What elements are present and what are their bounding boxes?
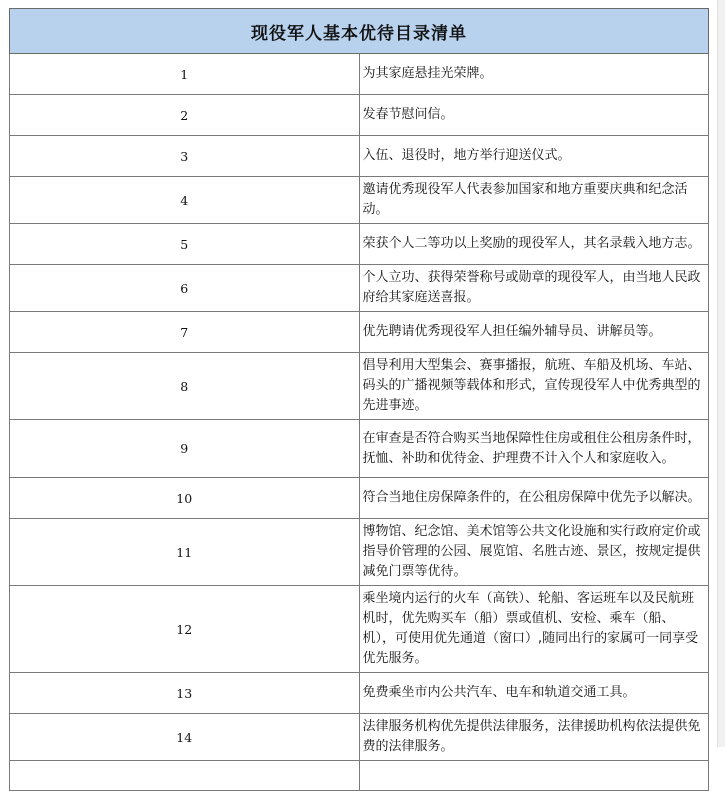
- table-row: [10, 478, 709, 519]
- row-number: 9: [10, 420, 360, 478]
- table-row: [10, 519, 709, 586]
- row-text: 符合当地住房保障条件的，在公租房保障中优先予以解决。: [359, 478, 709, 519]
- table-row: [10, 136, 709, 177]
- table-row: [10, 353, 709, 420]
- row-text: 博物馆、纪念馆、美术馆等公共文化设施和实行政府定价或指导价管理的公园、展览馆、名胜古迹、景区，按规定提供减免门票等优待。: [359, 519, 709, 586]
- table-header-row: [10, 9, 709, 54]
- row-text: 个人立功、获得荣誉称号或勋章的现役军人，由当地人民政府给其家庭送喜报。: [359, 265, 709, 312]
- benefits-table: [9, 8, 709, 791]
- row-number: 14: [10, 714, 360, 761]
- row-text: 在审查是否符合购买当地保障性住房或租住公租房条件时，抚恤、补助和优待金、护理费不计入个人和家庭收入。: [359, 420, 709, 478]
- row-text: 法律服务机构优先提供法律服务，法律援助机构依法提供免费的法律服务。: [359, 714, 709, 761]
- row-text: 荣获个人二等功以上奖励的现役军人，其名录载入地方志。: [359, 224, 709, 265]
- row-number-empty: [10, 761, 360, 791]
- row-text: 优先聘请优秀现役军人担任编外辅导员、讲解员等。: [359, 312, 709, 353]
- table-row: [10, 312, 709, 353]
- row-number: 12: [10, 586, 360, 673]
- table-row: [10, 420, 709, 478]
- row-number: 3: [10, 136, 360, 177]
- table-row: [10, 714, 709, 761]
- table-row: [10, 265, 709, 312]
- row-number: 2: [10, 95, 360, 136]
- row-number: 13: [10, 673, 360, 714]
- table-body: [10, 54, 709, 791]
- scrollbar[interactable]: [717, 0, 725, 747]
- table-row: [10, 586, 709, 673]
- row-number: 5: [10, 224, 360, 265]
- table-row: [10, 224, 709, 265]
- row-number: 11: [10, 519, 360, 586]
- table-title: 现役军人基本优待目录清单: [10, 9, 709, 54]
- table-row: [10, 95, 709, 136]
- row-text-empty: [359, 761, 709, 791]
- row-text: 邀请优秀现役军人代表参加国家和地方重要庆典和纪念活动。: [359, 177, 709, 224]
- row-text: 免费乘坐市内公共汽车、电车和轨道交通工具。: [359, 673, 709, 714]
- table-row: [10, 177, 709, 224]
- row-text: 发春节慰问信。: [359, 95, 709, 136]
- benefits-table-wrapper: [9, 8, 709, 791]
- table-row: [10, 54, 709, 95]
- row-number: 8: [10, 353, 360, 420]
- row-text: 乘坐境内运行的火车（高铁）、轮船、客运班车以及民航班机时，优先购买车（船）票或值机、安检、乘车（船、机），可使用优先通道（窗口）,随同出行的家属可一同享受优先服务。: [359, 586, 709, 673]
- row-text: 入伍、退役时，地方举行迎送仪式。: [359, 136, 709, 177]
- row-number: 6: [10, 265, 360, 312]
- row-text: 为其家庭悬挂光荣牌。: [359, 54, 709, 95]
- row-text: 倡导利用大型集会、赛事播报，航班、车船及机场、车站、码头的广播视频等载体和形式，宣传现役军人中优秀典型的先进事迹。: [359, 353, 709, 420]
- table-row-partial: [10, 761, 709, 791]
- row-number: 7: [10, 312, 360, 353]
- table-row: [10, 673, 709, 714]
- row-number: 1: [10, 54, 360, 95]
- row-number: 4: [10, 177, 360, 224]
- row-number: 10: [10, 478, 360, 519]
